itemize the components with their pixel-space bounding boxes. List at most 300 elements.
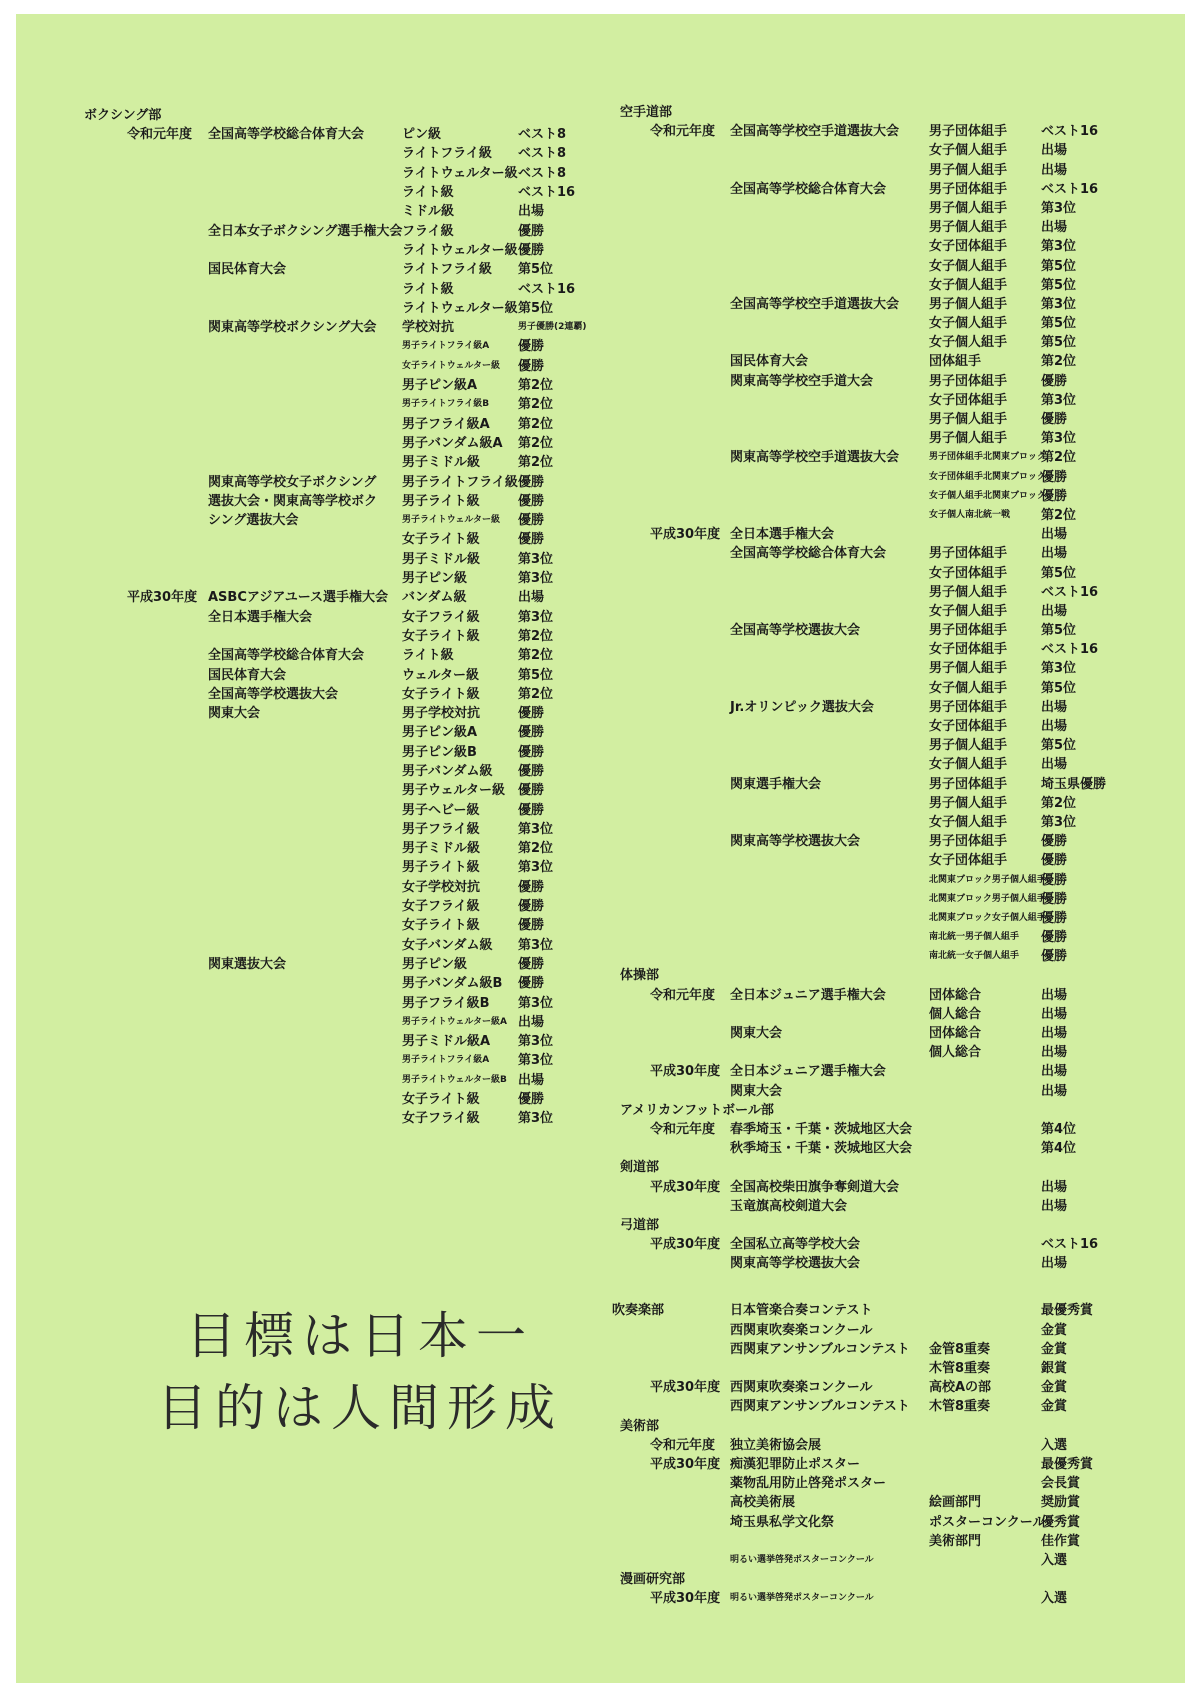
category-label: 男子団体組手 bbox=[929, 834, 1008, 850]
category-label: 女子個人組手 bbox=[929, 757, 1008, 773]
result-row bbox=[620, 1474, 1120, 1493]
event-name: 全日本選手権大会 bbox=[208, 609, 313, 625]
weight-class: 男子ライトウェルター級B bbox=[402, 1074, 507, 1085]
year-label: 令和元年度 bbox=[650, 1121, 716, 1137]
category-label: 女子団体組手 bbox=[929, 239, 1008, 255]
weight-class: ライトウェルター級 bbox=[402, 300, 518, 316]
event-name: 関東高等学校空手道選抜大会 bbox=[730, 450, 900, 466]
event-name: 関東選抜大会 bbox=[208, 956, 287, 972]
event-name: 関東高等学校ボクシング大会 bbox=[208, 320, 377, 336]
event-name: 全国高等学校総合体育大会 bbox=[208, 127, 365, 143]
category-label: 男子個人組手 bbox=[929, 296, 1008, 312]
result-label: 出場 bbox=[518, 1014, 545, 1030]
category-label: 男子団体組手 bbox=[929, 776, 1008, 792]
boxing-club-list bbox=[84, 106, 604, 1129]
result-label: 金賞 bbox=[1041, 1341, 1068, 1357]
result-label: 第3位 bbox=[518, 821, 554, 837]
result-row bbox=[84, 511, 604, 530]
result-row bbox=[620, 1551, 1120, 1570]
club-title: アメリカンフットボール部 bbox=[620, 1102, 774, 1118]
result-label: 入選 bbox=[1041, 1591, 1068, 1607]
event-name: 国民体育大会 bbox=[730, 354, 809, 370]
category-label: 女子個人組手 bbox=[929, 680, 1008, 696]
result-label: 優勝 bbox=[1041, 872, 1068, 888]
category-label: 高校Aの部 bbox=[929, 1380, 992, 1396]
event-name: 全日本ジュニア選手権大会 bbox=[730, 987, 886, 1003]
result-row bbox=[620, 1359, 1120, 1378]
result-label: 優秀賞 bbox=[1041, 1514, 1081, 1530]
result-row bbox=[620, 295, 1120, 314]
event-name: 明るい選挙啓発ポスターコンクール bbox=[730, 1554, 874, 1565]
year-label: 平成30年度 bbox=[650, 1380, 721, 1396]
result-row bbox=[84, 839, 604, 858]
result-row bbox=[84, 260, 604, 279]
result-label: 優勝 bbox=[518, 223, 545, 239]
result-row bbox=[620, 506, 1120, 525]
result-row bbox=[84, 453, 604, 472]
category-label: 女子個人組手北関東ブロック bbox=[929, 490, 1046, 501]
result-label: 第3位 bbox=[1041, 296, 1077, 312]
weight-class: ライト級 bbox=[402, 648, 454, 664]
result-row bbox=[620, 909, 1120, 928]
result-row bbox=[620, 679, 1120, 698]
result-label: 優勝 bbox=[518, 899, 545, 915]
result-label: 第3位 bbox=[1041, 661, 1077, 677]
result-label: 第3位 bbox=[518, 571, 554, 587]
result-row bbox=[620, 314, 1120, 333]
result-row bbox=[620, 775, 1120, 794]
result-row bbox=[84, 1013, 604, 1032]
weight-class: 男子フライ級B bbox=[402, 995, 490, 1011]
category-label: 個人総合 bbox=[929, 1045, 982, 1061]
category-label: 男子個人組手 bbox=[929, 431, 1008, 447]
result-label: ベスト16 bbox=[1041, 642, 1099, 658]
category-label: 男子個人組手 bbox=[929, 200, 1008, 216]
event-name: 全国高等学校総合体育大会 bbox=[208, 648, 365, 664]
result-label: 優勝 bbox=[518, 474, 545, 490]
event-name: 全日本選手権大会 bbox=[730, 527, 835, 543]
weight-class: 男子バンダム級 bbox=[402, 763, 493, 779]
weight-class: 男子ライトフライ級 bbox=[402, 474, 518, 490]
result-label: 優勝 bbox=[518, 802, 545, 818]
result-row bbox=[620, 1378, 1120, 1397]
club-title: 吹奏楽部 bbox=[612, 1303, 665, 1319]
result-label: 出場 bbox=[1041, 1198, 1068, 1214]
result-row bbox=[620, 1436, 1120, 1455]
weight-class: 男子ライトフライ級A bbox=[402, 1055, 490, 1066]
category-label: 女子個人組手 bbox=[929, 277, 1008, 293]
result-label: 優勝 bbox=[518, 879, 545, 895]
result-row bbox=[84, 125, 604, 144]
result-row bbox=[612, 1301, 1120, 1320]
result-row bbox=[84, 936, 604, 955]
category-label: 木管8重奏 bbox=[929, 1361, 991, 1376]
weight-class: 女子フライ級 bbox=[402, 609, 480, 625]
result-label: 出場 bbox=[1041, 1256, 1068, 1272]
result-row bbox=[84, 955, 604, 974]
event-name: 日本管楽合奏コンテスト bbox=[730, 1303, 873, 1319]
result-row bbox=[620, 372, 1120, 391]
result-label: 優勝 bbox=[518, 744, 545, 760]
result-label: 第4位 bbox=[1041, 1121, 1077, 1137]
result-label: 第3位 bbox=[1041, 200, 1077, 216]
result-row bbox=[620, 698, 1120, 717]
category-label: 女子団体組手 bbox=[929, 392, 1008, 408]
result-row bbox=[620, 468, 1120, 487]
category-label: 木管8重奏 bbox=[929, 1399, 991, 1415]
result-row bbox=[620, 659, 1120, 678]
weight-class: 女子ライトウェルター級 bbox=[402, 360, 501, 371]
result-row bbox=[620, 755, 1120, 774]
result-row bbox=[84, 144, 604, 163]
result-row bbox=[620, 736, 1120, 755]
weight-class: 女子ライト級 bbox=[402, 1092, 480, 1108]
category-label: 金管8重奏 bbox=[929, 1341, 991, 1357]
event-name: 春季埼玉・千葉・茨城地区大会 bbox=[730, 1121, 913, 1137]
weight-class: 男子フライ級A bbox=[402, 416, 490, 432]
event-name: 独立美術協会展 bbox=[730, 1437, 822, 1453]
result-label: 第3位 bbox=[518, 1111, 554, 1127]
result-row bbox=[620, 199, 1120, 218]
result-label: 出場 bbox=[518, 1072, 545, 1088]
event-name: 西関東アンサンブルコンテスト bbox=[730, 1399, 910, 1415]
year-label: 令和元年度 bbox=[650, 124, 716, 140]
result-row bbox=[620, 1197, 1120, 1216]
category-label: 女子団体組手 bbox=[929, 565, 1008, 581]
result-row bbox=[84, 627, 604, 646]
event-name: 関東高等学校空手道大会 bbox=[730, 373, 874, 389]
event-name: 関東高等学校女子ボクシング bbox=[208, 474, 377, 490]
result-label: 男子優勝(2連覇) bbox=[518, 322, 587, 333]
result-row bbox=[84, 916, 604, 935]
category-label: 女子団体組手 bbox=[929, 719, 1008, 734]
category-label: 男子団体組手 bbox=[929, 373, 1008, 389]
event-name: 全国高等学校選抜大会 bbox=[730, 623, 861, 639]
year-label: 平成30年度 bbox=[650, 1064, 721, 1080]
weight-class: 男子学校対抗 bbox=[402, 706, 481, 722]
result-row bbox=[84, 357, 604, 376]
club-title: 弓道部 bbox=[620, 1217, 660, 1233]
result-label: 出場 bbox=[1041, 987, 1068, 1003]
result-row bbox=[620, 180, 1120, 199]
weight-class: 男子ライトフライ級B bbox=[402, 399, 490, 410]
result-row bbox=[84, 1071, 604, 1090]
result-label: 第2位 bbox=[518, 416, 554, 432]
result-label: 会長賞 bbox=[1041, 1476, 1081, 1492]
result-label: 最優秀賞 bbox=[1041, 1456, 1094, 1472]
result-row bbox=[84, 241, 604, 260]
weight-class: 男子ミドル級 bbox=[402, 841, 481, 857]
club-title: 空手道部 bbox=[620, 105, 673, 120]
result-label: 出場 bbox=[1041, 1045, 1068, 1061]
weight-class: 男子ピン級 bbox=[402, 956, 468, 972]
event-name: 選抜大会・関東高等学校ボク bbox=[208, 493, 378, 509]
result-row bbox=[84, 723, 604, 742]
result-row bbox=[84, 897, 604, 916]
result-label: 第3位 bbox=[1041, 814, 1077, 830]
club-title: 美術部 bbox=[620, 1418, 660, 1434]
result-label: ベスト16 bbox=[1041, 584, 1099, 600]
result-row bbox=[84, 434, 604, 453]
result-label: 第5位 bbox=[1041, 738, 1077, 754]
result-row bbox=[620, 717, 1120, 736]
result-label: ベスト8 bbox=[518, 165, 567, 181]
event-name: シング選抜大会 bbox=[208, 513, 299, 529]
category-label: 南北統一女子個人組手 bbox=[929, 951, 1020, 962]
category-label: 北関東ブロック男子個人組手 bbox=[929, 874, 1046, 885]
result-label: 優勝 bbox=[1041, 373, 1068, 389]
event-name: 秋季埼玉・千葉・茨城地区大会 bbox=[730, 1141, 913, 1157]
result-label: 優勝 bbox=[1041, 930, 1068, 946]
result-label: 第2位 bbox=[518, 435, 554, 451]
event-name: 関東高等学校選抜大会 bbox=[730, 834, 861, 850]
result-label: ベスト8 bbox=[518, 146, 567, 162]
result-row bbox=[84, 550, 604, 569]
event-name: 関東大会 bbox=[208, 706, 261, 722]
result-label: 出場 bbox=[1041, 699, 1068, 715]
result-row bbox=[620, 564, 1120, 583]
result-label: 優勝 bbox=[518, 493, 545, 509]
result-row bbox=[84, 1051, 604, 1070]
result-label: 優勝 bbox=[1041, 949, 1068, 965]
result-row bbox=[620, 1120, 1120, 1139]
result-row bbox=[620, 1178, 1120, 1197]
other-clubs-list bbox=[612, 103, 1120, 1608]
result-label: 第5位 bbox=[1041, 277, 1077, 293]
category-label: 北関東ブロック女子個人組手 bbox=[929, 912, 1046, 923]
result-label: 第5位 bbox=[518, 262, 554, 278]
year-label: 平成30年度 bbox=[650, 1237, 721, 1253]
result-label: 第5位 bbox=[1041, 335, 1077, 351]
result-row bbox=[620, 986, 1120, 1005]
result-row bbox=[620, 276, 1120, 295]
weight-class: 女子ライト級 bbox=[402, 686, 480, 702]
result-label: 出場 bbox=[1041, 1179, 1068, 1195]
result-label: 第2位 bbox=[518, 397, 554, 413]
result-row bbox=[84, 994, 604, 1013]
category-label: 女子団体組手 bbox=[929, 642, 1008, 658]
weight-class: 男子ミドル級 bbox=[402, 551, 481, 567]
category-label: 女子団体組手 bbox=[929, 853, 1008, 869]
result-label: 入選 bbox=[1041, 1437, 1068, 1453]
result-label: 優勝 bbox=[518, 706, 545, 722]
result-label: 第5位 bbox=[1041, 623, 1077, 639]
result-row bbox=[620, 410, 1120, 429]
weight-class: ライトフライ級 bbox=[402, 262, 492, 278]
category-label: 絵画部門 bbox=[929, 1495, 982, 1511]
weight-class: 女子フライ級 bbox=[402, 899, 480, 915]
result-label: 優勝 bbox=[518, 918, 545, 934]
result-label: 優勝 bbox=[1041, 910, 1068, 926]
event-name: 全国高等学校空手道選抜大会 bbox=[730, 296, 900, 312]
result-row bbox=[84, 608, 604, 627]
category-label: 南北統一男子個人組手 bbox=[929, 932, 1020, 943]
result-row bbox=[84, 318, 604, 337]
event-name: 全国高等学校総合体育大会 bbox=[730, 546, 887, 562]
result-label: 出場 bbox=[1041, 1064, 1068, 1080]
result-label: 優勝 bbox=[1041, 488, 1068, 504]
weight-class: 女子フライ級 bbox=[402, 1111, 480, 1127]
result-row bbox=[620, 525, 1120, 544]
result-label: 出場 bbox=[518, 204, 545, 220]
result-label: 優勝 bbox=[518, 1092, 545, 1108]
year-label: 令和元年度 bbox=[127, 127, 193, 143]
result-label: 出場 bbox=[1041, 143, 1068, 159]
result-label: 優勝 bbox=[1041, 412, 1068, 427]
event-name: 西関東吹奏楽コンクール bbox=[730, 1322, 873, 1338]
result-row bbox=[620, 928, 1120, 947]
result-row bbox=[620, 257, 1120, 276]
result-row bbox=[84, 202, 604, 221]
event-name: 関東選手権大会 bbox=[730, 776, 822, 792]
result-row bbox=[620, 871, 1120, 890]
category-label: 女子個人組手 bbox=[929, 814, 1008, 830]
weight-class: ライトフライ級 bbox=[402, 146, 492, 162]
result-label: 第3位 bbox=[518, 1034, 554, 1050]
category-label: 男子個人組手 bbox=[929, 661, 1008, 677]
result-label: 出場 bbox=[1041, 1006, 1068, 1022]
slogan-line-2: 目的は人間形成 bbox=[157, 1379, 563, 1437]
result-row bbox=[84, 743, 604, 762]
result-row bbox=[84, 337, 604, 356]
weight-class: 女子ライト級 bbox=[402, 628, 480, 644]
event-name: 西関東アンサンブルコンテスト bbox=[730, 1341, 910, 1357]
event-name: 関東大会 bbox=[730, 1083, 783, 1099]
result-label: 第2位 bbox=[1041, 507, 1077, 523]
result-label: 第3位 bbox=[518, 995, 554, 1011]
result-label: 優勝 bbox=[518, 763, 545, 779]
result-row bbox=[84, 164, 604, 183]
result-row bbox=[620, 1493, 1120, 1512]
result-label: 第2位 bbox=[518, 628, 554, 644]
result-row bbox=[84, 588, 604, 607]
club-title: 漫画研究部 bbox=[620, 1572, 686, 1588]
result-label: 優勝 bbox=[518, 339, 545, 355]
category-label: 男子団体組手 bbox=[929, 181, 1008, 197]
result-row bbox=[620, 218, 1120, 237]
category-label: 女子個人組手 bbox=[929, 143, 1008, 159]
result-label: 優勝 bbox=[518, 513, 545, 529]
result-row bbox=[620, 1455, 1120, 1474]
result-row bbox=[84, 781, 604, 800]
result-label: 第3位 bbox=[1041, 392, 1077, 408]
result-label: 第3位 bbox=[518, 860, 554, 876]
result-row bbox=[620, 352, 1120, 371]
weight-class: 男子フライ級 bbox=[402, 821, 480, 837]
result-label: 出場 bbox=[1041, 1026, 1068, 1041]
result-label: 出場 bbox=[1041, 527, 1068, 543]
result-label: ベスト16 bbox=[1041, 1237, 1099, 1253]
result-row bbox=[84, 280, 604, 299]
result-label: ベスト16 bbox=[1041, 181, 1099, 197]
result-label: 第2位 bbox=[518, 378, 554, 394]
result-label: 優勝 bbox=[518, 783, 545, 799]
event-name: 関東大会 bbox=[730, 1026, 783, 1041]
result-label: 出場 bbox=[1041, 603, 1068, 619]
result-row bbox=[620, 1321, 1120, 1340]
result-row bbox=[620, 1340, 1120, 1359]
result-row bbox=[84, 685, 604, 704]
result-label: 優勝 bbox=[1041, 891, 1068, 907]
result-label: ベスト16 bbox=[1041, 124, 1099, 140]
result-row bbox=[620, 1513, 1120, 1532]
result-label: 第5位 bbox=[1041, 316, 1077, 332]
weight-class: 女子ライト級 bbox=[402, 532, 480, 548]
result-row bbox=[84, 666, 604, 685]
result-label: 第5位 bbox=[1041, 565, 1077, 581]
weight-class: 男子ヘビー級 bbox=[402, 802, 480, 818]
event-name: Jr.オリンピック選抜大会 bbox=[730, 699, 874, 715]
weight-class: 女子ライト級 bbox=[402, 918, 480, 934]
result-label: 第5位 bbox=[1041, 258, 1077, 274]
result-row bbox=[620, 487, 1120, 506]
result-row bbox=[620, 237, 1120, 256]
year-label: 令和元年度 bbox=[650, 987, 716, 1003]
result-label: 第2位 bbox=[518, 841, 554, 857]
category-label: 男子団体組手北関東ブロック bbox=[929, 452, 1046, 463]
result-label: 出場 bbox=[1041, 220, 1068, 236]
category-label: 団体組手 bbox=[929, 354, 982, 370]
result-label: 埼玉県優勝 bbox=[1041, 776, 1107, 792]
result-label: 第2位 bbox=[1041, 354, 1077, 370]
weight-class: ライトウェルター級 bbox=[402, 165, 518, 181]
result-row bbox=[620, 333, 1120, 352]
spacer bbox=[620, 1273, 1120, 1287]
result-row bbox=[620, 448, 1120, 467]
result-label: 銀賞 bbox=[1041, 1361, 1068, 1376]
weight-class: 男子ライトウェルター級 bbox=[402, 515, 501, 526]
result-label: 優勝 bbox=[518, 976, 545, 992]
event-name: 西関東吹奏楽コンクール bbox=[730, 1380, 873, 1396]
result-label: 入選 bbox=[1041, 1552, 1068, 1568]
result-label: 第4位 bbox=[1041, 1141, 1077, 1157]
club-title: 剣道部 bbox=[620, 1160, 660, 1176]
category-label: 女子個人組手 bbox=[929, 258, 1008, 274]
result-label: 第3位 bbox=[1041, 431, 1077, 447]
slogan-line-1: 目標は日本一 bbox=[186, 1307, 534, 1365]
result-label: 第5位 bbox=[1041, 680, 1077, 696]
result-row bbox=[620, 583, 1120, 602]
result-label: 出場 bbox=[1041, 757, 1068, 773]
weight-class: 男子ライトウェルター級A bbox=[402, 1016, 507, 1027]
result-row bbox=[620, 1139, 1120, 1158]
result-row bbox=[620, 1397, 1120, 1416]
result-row bbox=[620, 602, 1120, 621]
weight-class: 女子バンダム級 bbox=[402, 937, 493, 953]
result-row bbox=[84, 878, 604, 897]
spacer bbox=[620, 1287, 1120, 1301]
result-row bbox=[620, 832, 1120, 851]
result-row bbox=[84, 974, 604, 993]
result-label: 佳作賞 bbox=[1041, 1533, 1081, 1549]
result-label: 奨励賞 bbox=[1041, 1495, 1081, 1511]
result-label: 第3位 bbox=[1041, 239, 1077, 255]
event-name: 全国高等学校選抜大会 bbox=[208, 686, 339, 702]
result-label: 第2位 bbox=[1041, 450, 1077, 466]
event-name: 全日本ジュニア選手権大会 bbox=[730, 1064, 886, 1080]
event-name: 高校美術展 bbox=[730, 1495, 796, 1511]
year-label: 平成30年度 bbox=[650, 1179, 721, 1195]
result-row bbox=[84, 704, 604, 723]
weight-class: ライト級 bbox=[402, 185, 454, 201]
result-row bbox=[84, 1032, 604, 1051]
category-label: 個人総合 bbox=[929, 1006, 982, 1022]
weight-class: ウェルター級 bbox=[402, 667, 479, 683]
result-row bbox=[620, 1005, 1120, 1024]
weight-class: 男子ピン級A bbox=[402, 725, 478, 741]
year-label: 平成30年度 bbox=[650, 1591, 721, 1607]
category-label: 団体総合 bbox=[929, 1026, 982, 1041]
